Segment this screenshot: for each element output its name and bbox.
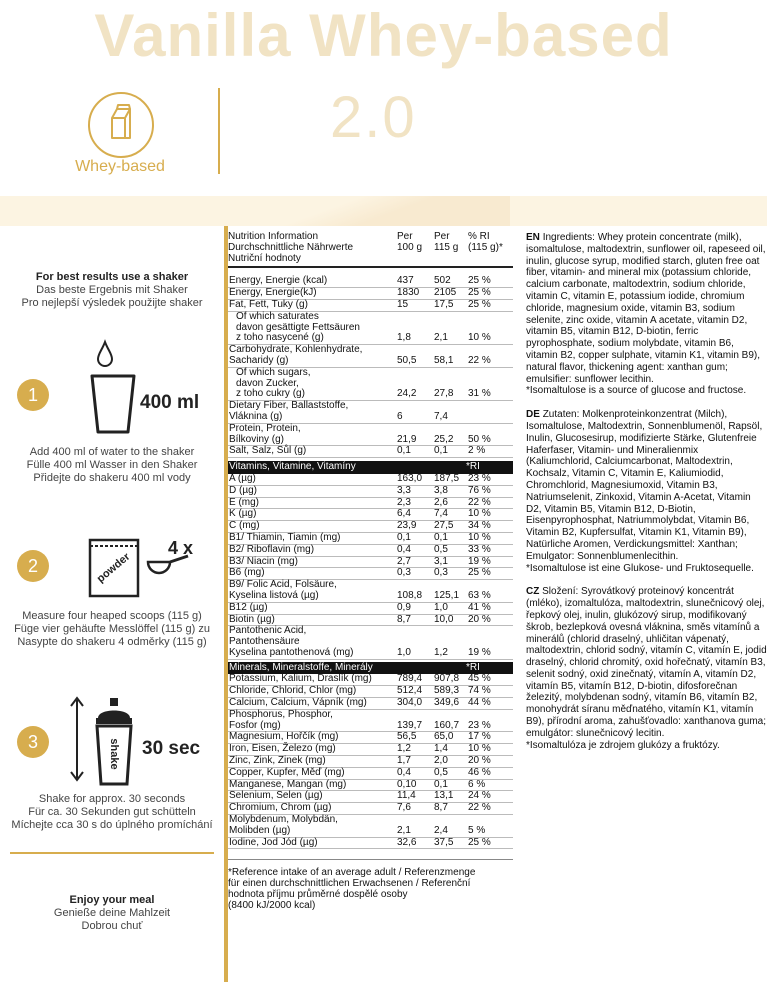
nh-c3-b: (115 g)* xyxy=(468,241,503,253)
nutrient-value-v3: 76 % xyxy=(468,484,491,496)
nutrient-name-line: Of which saturates xyxy=(236,310,319,322)
nutrient-name xyxy=(228,424,397,446)
nutrient-value-v1: 3,3 xyxy=(397,484,411,496)
nutrition-header-col2 xyxy=(434,232,468,264)
mineral-row xyxy=(228,815,513,838)
nutrient-value-v2: 3,1 xyxy=(434,555,448,567)
water-glass-icon xyxy=(88,336,138,439)
nutrient-value-v1: 108,8 xyxy=(397,589,423,601)
ingredients-cz-note: *Isomaltulóza je zdrojem glukózy a fruktózy. xyxy=(526,739,720,751)
ingredients-cz xyxy=(526,586,767,751)
milk-carton-icon xyxy=(88,92,154,158)
nutrient-value-v3: 25 % xyxy=(468,275,491,287)
nutrient-name-line: B1/ Thiamin, Tiamin (mg) xyxy=(229,531,341,543)
footnote-line-3: hodnota příjmu průměrné dospělé osoby xyxy=(228,889,408,901)
nutrient-value-v2: 187,5 xyxy=(434,472,460,484)
nutrient-name-line: Dietary Fiber, Ballaststoffe, xyxy=(229,400,349,412)
nh-name-en: Nutrition Information xyxy=(228,231,319,242)
nutrient-value-v3: 22 % xyxy=(468,802,491,814)
nutrient-name-line: Zinc, Zink, Zinek (mg) xyxy=(229,755,326,767)
nutrient-value-v3: 10 % xyxy=(468,531,491,543)
nutrient-value-v2: 0,3 xyxy=(434,567,448,579)
nutrient-value-v1: 7,6 xyxy=(397,802,411,814)
nutrition-header-col3 xyxy=(468,232,512,264)
nutrient-name xyxy=(228,686,397,697)
intro-line-cz: Pro nejlepší výsledek použijte shaker xyxy=(21,297,203,309)
nutrient-value-v1: 6 xyxy=(397,410,403,422)
basics-row xyxy=(228,446,513,458)
nutrient-value-v2: 7,4 xyxy=(434,410,448,422)
nutrient-value-v1: 2,3 xyxy=(397,496,411,508)
step-1-text xyxy=(0,446,224,485)
basics-row xyxy=(228,312,513,345)
ingredients-panel xyxy=(526,232,767,763)
basics-row xyxy=(228,300,513,312)
nutrient-name-line: Molybdenum, Molybdän, xyxy=(229,814,338,826)
nutrient-name xyxy=(228,803,397,814)
nutrient-value-v2: 7,4 xyxy=(434,508,448,520)
vitamin-row xyxy=(228,626,513,659)
nutrient-value-v2: 8,7 xyxy=(434,802,448,814)
nutrient-value-v1: 304,0 xyxy=(397,697,423,709)
nutrient-name-line: Iron, Eisen, Železo (mg) xyxy=(229,743,336,755)
step-3-line-de: Für ca. 30 Sekunden gut schütteln xyxy=(28,806,196,818)
ingredients-de-text: Zutaten: Molkenproteinkonzentrat (Milch), Isomaltulose, Maltodextrin, Sonnenblumenöl, Rapsöl, Inulin, Glucosesirup, modifizierte Stärke, Glutenfreie Haferfaser, Vitamin- und Mineralienmix (Kaliumchlorid, Calciumcarbonat, Maltodextrin, Kochsalz, Vitamin C, Vitamin E, Kaliumiodid, Chromchlorid, Magnesiumoxid, Vitamin B3, Natriumselenit, Zinkoxid, Vitamin A-Acetat, Vitamin D2, Vitamin B5, Vitamin B12, D-Biotin, Eisenpyrophosphat, Natriummolybdat, Vitamin B6, Vitamin B2, Kupfersulfat, Vitamin K1, Vitamin B9), Natürliche Aromen, Verdickungsmittel: Xanthan; Emulgator: Sonnenblumenlecithin. xyxy=(526,409,763,562)
nutrient-name-line: Calcium, Calcium, Vápník (mg) xyxy=(229,697,367,709)
vitamin-row xyxy=(228,545,513,557)
nutrient-value-v2: 502 xyxy=(434,275,451,287)
nutrient-name-line: Carbohydrate, Kohlenhydrate, xyxy=(229,344,363,356)
nutrient-value-v1: 2,7 xyxy=(397,555,411,567)
nutrient-name xyxy=(228,401,397,423)
nutrient-name-line: B2/ Riboflavin (mg) xyxy=(229,543,315,555)
nutrient-value-v1: 163,0 xyxy=(397,472,423,484)
nutrient-value-v3: 46 % xyxy=(468,766,491,778)
nutrient-value-v3: 22 % xyxy=(468,354,491,366)
nutrient-value-v3: 34 % xyxy=(468,520,491,532)
nutrient-value-v2: 0,5 xyxy=(434,766,448,778)
nutrient-name xyxy=(228,780,397,791)
nutrient-value-v2: 17,5 xyxy=(434,298,454,310)
nutrient-value-v3: 10 % xyxy=(468,743,491,755)
nutrient-name xyxy=(228,288,397,299)
basics-rows xyxy=(228,276,513,458)
nutrient-value-v3: 23 % xyxy=(468,472,491,484)
nutrient-value-v2: 0,5 xyxy=(434,543,448,555)
nutrient-name-line: B3/ Niacin (mg) xyxy=(229,555,298,567)
nutrient-value-v1: 512,4 xyxy=(397,685,423,697)
intro-line-de: Das beste Ergebnis mit Shaker xyxy=(36,284,188,296)
enjoy-line-cz: Dobrou chuť xyxy=(81,920,143,932)
nutrient-name-line: Selenium, Selen (µg) xyxy=(229,790,323,802)
vitamin-row xyxy=(228,533,513,545)
nutrient-name xyxy=(228,368,397,400)
nutrient-value-v3: 19 % xyxy=(468,555,491,567)
nutrient-name-line: Energy, Energie(kJ) xyxy=(229,287,317,299)
step-2-line-en: Measure four heaped scoops (115 g) xyxy=(22,610,202,622)
mineral-row xyxy=(228,838,513,850)
vitamin-row xyxy=(228,486,513,498)
nutrient-value-v1: 23,9 xyxy=(397,520,417,532)
mineral-rows xyxy=(228,674,513,849)
ingredients-de-code: DE xyxy=(526,409,540,421)
nutrient-value-v3: 44 % xyxy=(468,697,491,709)
nutrient-name xyxy=(228,509,397,520)
nutrient-name xyxy=(228,791,397,802)
mineral-row xyxy=(228,768,513,780)
ingredients-en xyxy=(526,232,767,397)
nutrient-name xyxy=(228,545,397,556)
shake-arrow-icon xyxy=(70,696,84,787)
nutrient-value-v2: 2,0 xyxy=(434,755,448,767)
nutrient-name xyxy=(228,732,397,743)
step-1-line-de: Fülle 400 ml Wasser in den Shaker xyxy=(26,459,198,471)
nutrition-header-name xyxy=(228,232,397,264)
instructions-divider xyxy=(10,852,214,854)
version-label: 2.0 xyxy=(330,85,417,150)
nutrient-name-line: z toho cukry (g) xyxy=(236,388,305,400)
nutrient-name-line: A (µg) xyxy=(229,472,256,484)
vitamin-row xyxy=(228,603,513,615)
nutrient-value-v3: 63 % xyxy=(468,589,491,601)
nutrient-value-v1: 32,6 xyxy=(397,836,417,848)
nutrient-value-v1: 0,1 xyxy=(397,445,411,457)
nutrient-value-v1: 2,1 xyxy=(397,824,411,836)
basics-row xyxy=(228,345,513,368)
nutrient-name xyxy=(228,276,397,287)
nutrient-value-v1: 0,1 xyxy=(397,531,411,543)
nutrient-name-line: Bílkoviny (g) xyxy=(229,433,285,445)
nutrient-name-line: Pantothenic Acid, xyxy=(229,625,307,637)
vitamin-row xyxy=(228,474,513,486)
nutrient-value-v1: 1,8 xyxy=(397,332,411,344)
nutrient-name-line: Sacharidy (g) xyxy=(229,354,289,366)
mineral-row xyxy=(228,710,513,733)
ingredients-en-note: *Isomaltulose is a source of glucose and fructose. xyxy=(526,385,747,397)
minerals-ri: *RI xyxy=(466,661,480,673)
ingredients-cz-code: CZ xyxy=(526,586,540,598)
nutrient-value-v1: 24,2 xyxy=(397,388,417,400)
nutrient-value-v2: 27,5 xyxy=(434,520,454,532)
nutrient-value-v1: 437 xyxy=(397,275,414,287)
nutrient-value-v2: 3,8 xyxy=(434,484,448,496)
nutrient-value-v3: 10 % xyxy=(468,508,491,520)
nutrient-value-v2: 2,4 xyxy=(434,824,448,836)
nutrient-name xyxy=(228,674,397,685)
nutrient-name-line: Chromium, Chrom (µg) xyxy=(229,802,332,814)
nh-name-de: Durchschnittliche Nährwerte xyxy=(228,241,354,253)
nutrient-name-line: Copper, Kupfer, Měď (mg) xyxy=(229,766,345,778)
step-3-line-en: Shake for approx. 30 seconds xyxy=(38,793,186,805)
nutrition-table xyxy=(228,232,513,912)
nutrient-value-v2: 2,1 xyxy=(434,332,448,344)
nutrient-value-v2: 2105 xyxy=(434,287,457,299)
nutrient-value-v1: 0,4 xyxy=(397,766,411,778)
nutrient-value-v3: 74 % xyxy=(468,685,491,697)
nutrient-value-v2: 907,8 xyxy=(434,673,460,685)
vitamin-rows xyxy=(228,474,513,660)
nutrient-value-v2: 37,5 xyxy=(434,836,454,848)
nutrient-name-line: Salt, Salz, Sůl (g) xyxy=(229,445,307,457)
nutrient-name-line: Manganese, Mangan (mg) xyxy=(229,778,347,790)
nutrient-name xyxy=(228,838,397,849)
nutrient-name xyxy=(228,312,397,344)
step-1-line-cz: Přidejte do shakeru 400 ml vody xyxy=(33,472,191,484)
nutrient-name-line: Biotin (µg) xyxy=(229,613,275,625)
nutrient-value-v1: 789,4 xyxy=(397,673,423,685)
footnote-line-1: *Reference intake of an average adult / Referenzmenge xyxy=(228,867,476,879)
powder-bag-icon xyxy=(88,536,140,598)
nutrient-value-v2: 0,1 xyxy=(434,778,448,790)
nutrient-value-v3: 24 % xyxy=(468,790,491,802)
nutrient-value-v3: 17 % xyxy=(468,731,491,743)
footnote-line-2: für einen durchschnittlichen Erwachsenen / Referenční xyxy=(228,878,471,890)
nutrient-name-line: Kyselina listová (µg) xyxy=(229,589,319,601)
nutrient-name xyxy=(228,710,397,732)
enjoy-line-de: Genieße deine Mahlzeit xyxy=(53,907,171,919)
nutrient-value-v2: 27,8 xyxy=(434,388,454,400)
step-3-line-cz: Míchejte cca 30 s do úplného promíchání xyxy=(11,819,213,831)
step-1-amount: 400 ml xyxy=(140,392,200,413)
vitamins-ri: *RI xyxy=(466,461,480,473)
nutrient-name xyxy=(228,533,397,544)
nutrient-name-line: Molibden (µg) xyxy=(229,824,291,836)
vitamins-title: Vitamins, Vitamine, Vitamíny xyxy=(229,461,356,473)
nutrient-value-v2: 58,1 xyxy=(434,354,454,366)
header-band-shade xyxy=(210,196,510,226)
nutrient-value-v3: 20 % xyxy=(468,755,491,767)
nutrient-value-v3: 31 % xyxy=(468,388,491,400)
nutrient-name-line: Fosfor (mg) xyxy=(229,719,281,731)
nutrient-name xyxy=(228,557,397,568)
nutrient-value-v3: 20 % xyxy=(468,613,491,625)
nutrient-name-line: Iodine, Jod Jód (µg) xyxy=(229,836,318,848)
step-2-line-de: Füge vier gehäufte Messlöffel (115 g) zu xyxy=(14,623,210,635)
nutrient-value-v3: 25 % xyxy=(468,836,491,848)
nutrient-name-line: D (µg) xyxy=(229,484,257,496)
nutrient-name xyxy=(228,486,397,497)
header-subtitle: Whey-based xyxy=(75,158,165,175)
nutrient-name-line: Kyselina pantothenová (mg) xyxy=(229,646,354,658)
nutrient-name-line: B12 (µg) xyxy=(229,601,268,613)
nutrient-name-line: Chloride, Chlorid, Chlor (mg) xyxy=(229,685,357,697)
nutrient-name-line: Energy, Energie (kcal) xyxy=(229,275,328,287)
header-divider xyxy=(218,88,220,174)
powder-label: powder xyxy=(94,550,133,586)
nutrient-value-v2: 1,4 xyxy=(434,743,448,755)
nh-c2-b: 115 g xyxy=(434,241,459,253)
nh-name-cz: Nutriční hodnoty xyxy=(228,252,301,264)
nutrient-name xyxy=(228,626,397,658)
step-2-line-cz: Nasypte do shakeru 4 odměrky (115 g) xyxy=(17,636,207,648)
nutrient-name xyxy=(228,345,397,367)
nutrient-value-v3: 45 % xyxy=(468,673,491,685)
nutrient-value-v1: 1830 xyxy=(397,287,420,299)
nutrient-name-line: davon gesättigte Fettsäuren xyxy=(236,321,360,333)
nutrient-value-v2: 125,1 xyxy=(434,589,460,601)
nutrient-value-v2: 160,7 xyxy=(434,719,460,731)
nutrient-value-v3: 5 % xyxy=(468,824,486,836)
nutrient-value-v2: 13,1 xyxy=(434,790,454,802)
nutrient-name-line: Protein, Protein, xyxy=(229,422,301,434)
nutrient-name xyxy=(228,498,397,509)
nutrient-name xyxy=(228,744,397,755)
shake-label: shake xyxy=(108,738,120,770)
nutrient-value-v1: 139,7 xyxy=(397,719,423,731)
nutrient-value-v1: 11,4 xyxy=(397,790,416,802)
nutrient-value-v2: 10,0 xyxy=(434,613,454,625)
nutrient-name xyxy=(228,698,397,709)
nh-c1-a: Per xyxy=(397,231,413,242)
nutrient-name xyxy=(228,756,397,767)
nutrient-value-v3: 10 % xyxy=(468,332,491,344)
nutrient-value-v1: 0,10 xyxy=(397,778,417,790)
nutrient-value-v3: 23 % xyxy=(468,719,491,731)
nutrient-value-v3: 22 % xyxy=(468,496,491,508)
nutrient-value-v1: 50,5 xyxy=(397,354,417,366)
nutrient-value-v2: 2,6 xyxy=(434,496,448,508)
step-3-time: 30 sec xyxy=(142,738,201,759)
nutrient-value-v1: 21,9 xyxy=(397,433,417,445)
step-2-count: 4 x xyxy=(168,538,194,558)
nutrient-name-line: Potassium, Kalium, Draslík (mg) xyxy=(229,673,372,685)
nutrient-name xyxy=(228,815,397,837)
nutrient-value-v1: 1,2 xyxy=(397,743,411,755)
nutrient-value-v1: 0,3 xyxy=(397,567,411,579)
nutrient-value-v1: 0,9 xyxy=(397,601,411,613)
basics-row xyxy=(228,401,513,424)
step-1-number: 1 xyxy=(17,379,49,411)
step-2-number: 2 xyxy=(17,550,49,582)
nutrient-name-line: Magnesium, Hořčík (mg) xyxy=(229,731,339,743)
nutrient-value-v2: 589,3 xyxy=(434,685,460,697)
nutrient-name-line: B6 (mg) xyxy=(229,567,265,579)
nutrient-value-v3: 50 % xyxy=(468,433,491,445)
nutrient-name xyxy=(228,580,397,602)
product-title: Vanilla Whey-based xyxy=(94,2,673,69)
nutrient-name xyxy=(228,568,397,579)
minerals-title: Minerals, Mineralstoffe, Minerály xyxy=(229,661,373,673)
nutrient-name xyxy=(228,446,397,457)
nh-c2-a: Per xyxy=(434,231,450,242)
nutrient-value-v1: 1,7 xyxy=(397,755,411,767)
nutrient-name xyxy=(228,615,397,626)
nutrient-value-v1: 8,7 xyxy=(397,613,411,625)
nutrient-value-v2: 25,2 xyxy=(434,433,454,445)
nutrient-name-line: Of which sugars, xyxy=(236,366,311,378)
enjoy-text xyxy=(0,894,224,933)
nutrient-value-v1: 0,4 xyxy=(397,543,411,555)
nutrient-value-v3: 41 % xyxy=(468,601,491,613)
nutrient-name-line: E (mg) xyxy=(229,496,259,508)
ingredients-de-note: *Isomaltulose ist eine Glukose- und Fruktosequelle. xyxy=(526,562,754,574)
nutrient-name xyxy=(228,521,397,532)
nutrient-value-v2: 0,1 xyxy=(434,531,448,543)
ingredients-en-text: Ingredients: Whey protein concentrate (milk), isomaltulose, maltodextrin, sunflower oil, rapeseed oil, inulin, glucose syrup, modified starch, gluten free oat fiber, vitamin- and mineral mix (potassium chloride, calcium carbonate, maltodextrin, sodium chloride, vitamin C, vitamin E, potassium iodide, chromium chloride, magnesium oxide, vitamin B3, sodium selenite, zinc oxide, vitamin A acetate, vitamin D2, vitamin B5, vitamin B12, D-biotin, ferric pyrophosphate, sodium molybdate, vitamin B6, vitamin B2, copper sulphate, vitamin K1, vitamin B9), natural flavor, thickening agent: xanthan gum; emulsifier: sunflower lecithin. xyxy=(526,232,766,385)
nutrient-value-v2: 65,0 xyxy=(434,731,454,743)
nutrition-header-col1 xyxy=(397,232,434,264)
nh-c3-a: % RI xyxy=(468,231,490,242)
nutrient-name-line: Phosphorus, Phosphor, xyxy=(229,708,333,720)
shaker-intro xyxy=(0,271,224,310)
nutrient-value-v2: 349,6 xyxy=(434,697,460,709)
nutrient-value-v3: 2 % xyxy=(468,445,486,457)
enjoy-line-en: Enjoy your meal xyxy=(69,894,155,906)
ingredients-de xyxy=(526,409,767,574)
nutrient-name xyxy=(228,603,397,614)
ingredients-cz-text: Složení: Syrovátkový proteinový koncentrát (mléko), izomaltulóza, maltodextrin, slunečnicový olej, řepkový olej, inulin, glukózový sirup, modifikovaný škrob, bezlepková ovesná vláknina, směs vitamínů a minerálů (chlorid draselný, uhličitan vápenatý, maltodextrin, chlorid sodný, vitamín C, vitamín E, jodid draselný, chlorid chromitý, oxid hořečnatý, vitamín B3, selenit sodný, oxid zinečnatý, vitamín A, vitamín D2, vitamín B5, vitamín B12, D-biotin, difosforečnan železitý, molybdenan sodný, vitamín B6, vitamín B2, monohydrát síranu měďnatého, vitamín K1, vitamín B9), přírodní aroma, zahušťovadlo: xanthanova guma; emulgátor: slunečnicový lecitin. xyxy=(526,586,767,739)
nutrient-value-v1: 15 xyxy=(397,298,409,310)
nutrient-name-line: K (µg) xyxy=(229,508,257,520)
nutrient-name-line: Vláknina (g) xyxy=(229,410,283,422)
nutrient-value-v1: 1,0 xyxy=(397,646,411,658)
nutrition-footnote xyxy=(228,868,513,911)
nutrient-name-line: davon Zucker, xyxy=(236,377,299,389)
nutrient-value-v2: 1,2 xyxy=(434,646,448,658)
nutrient-value-v3: 25 % xyxy=(468,298,491,310)
nutrient-name-line: C (mg) xyxy=(229,520,260,532)
nutrient-name-line: Pantothensäure xyxy=(229,636,300,648)
intro-line-en: For best results use a shaker xyxy=(35,271,189,283)
footnote-line-4: (8400 kJ/2000 kcal) xyxy=(228,899,316,911)
nutrient-name-line: z toho nasycené (g) xyxy=(236,332,324,344)
nutrient-value-v3: 25 % xyxy=(468,287,491,299)
nutrition-header xyxy=(228,232,513,268)
nutrient-value-v2: 1,0 xyxy=(434,601,448,613)
basics-row xyxy=(228,368,513,401)
nh-c1-b: 100 g xyxy=(397,241,423,253)
step-2-text xyxy=(0,610,224,649)
vitamin-row xyxy=(228,580,513,603)
nutrient-value-v3: 25 % xyxy=(468,567,491,579)
nutrient-name xyxy=(228,768,397,779)
step-1-line-en: Add 400 ml of water to the shaker xyxy=(29,446,195,458)
nutrient-name-line: Fat, Fett, Tuky (g) xyxy=(229,298,308,310)
step-3-text xyxy=(0,793,224,832)
nutrient-value-v1: 56,5 xyxy=(397,731,417,743)
basics-row xyxy=(228,424,513,447)
nutrient-value-v3: 19 % xyxy=(468,646,491,658)
nutrient-name-line: B9/ Folic Acid, Folsäure, xyxy=(229,579,337,591)
shaker-icon xyxy=(92,696,136,786)
nutrient-value-v3: 33 % xyxy=(468,543,491,555)
nutrient-value-v3: 6 % xyxy=(468,778,486,790)
nutrient-name xyxy=(228,474,397,485)
nutrient-name xyxy=(228,300,397,311)
ingredients-en-code: EN xyxy=(526,232,540,243)
step-3-number: 3 xyxy=(17,726,49,758)
nutrient-value-v2: 0,1 xyxy=(434,445,448,457)
nutrient-value-v1: 6,4 xyxy=(397,508,411,520)
